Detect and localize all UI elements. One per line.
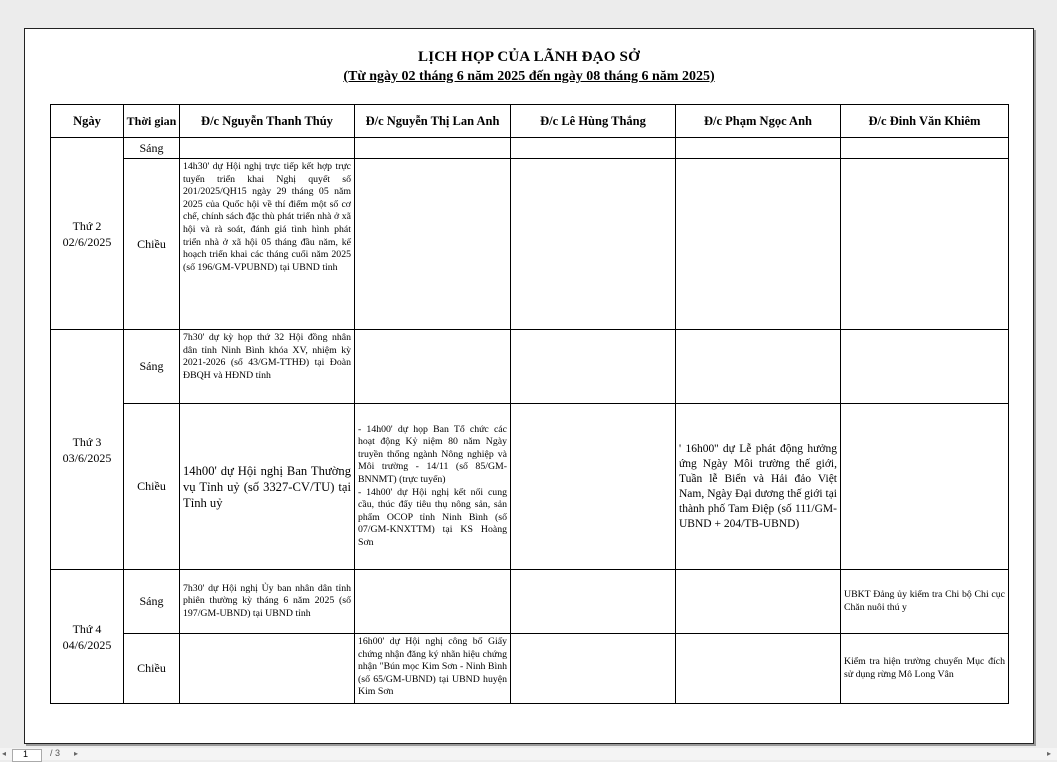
event-text: 16h00' dự Hội nghị công bố Giấy chứng nhận đăng ký nhãn hiệu chứng nhận "Bún mọc Kim Sơn - Ninh Bình (số 65/GM-UBND) tại UBND huyện Kim Sơn xyxy=(358,636,507,698)
page-total-label: / 3 xyxy=(50,748,61,758)
day-cell xyxy=(51,570,124,704)
meeting-schedule-table xyxy=(50,104,1009,704)
schedule-cell xyxy=(841,330,1009,404)
schedule-cell xyxy=(355,570,511,634)
page-number-input[interactable]: 1 xyxy=(12,749,42,762)
schedule-cell xyxy=(355,159,511,330)
header-time: Thời gian xyxy=(124,105,180,138)
day-cell xyxy=(51,330,124,570)
table-row xyxy=(51,159,1009,330)
schedule-cell xyxy=(841,404,1009,570)
schedule-cell xyxy=(180,570,355,634)
schedule-cell xyxy=(676,330,841,404)
document-title: LỊCH HỌP CỦA LÃNH ĐẠO SỞ xyxy=(418,49,640,65)
table-row xyxy=(51,570,1009,634)
schedule-cell xyxy=(676,404,841,570)
schedule-cell xyxy=(180,138,355,159)
schedule-cell xyxy=(676,159,841,330)
date-label: 03/6/2025 xyxy=(62,450,112,465)
header-person-5: Đ/c Đinh Văn Khiêm xyxy=(841,105,1009,138)
session-morning: Sáng xyxy=(124,330,180,404)
schedule-cell xyxy=(511,159,676,330)
viewer-status-bar xyxy=(0,748,1057,760)
schedule-cell xyxy=(355,138,511,159)
schedule-cell xyxy=(676,570,841,634)
schedule-cell xyxy=(180,404,355,570)
scroll-right-icon[interactable]: ▸ xyxy=(1047,749,1052,758)
schedule-cell xyxy=(676,634,841,704)
weekday-label: Thứ 3 xyxy=(72,434,102,449)
scroll-left-icon[interactable]: ◂ xyxy=(2,749,7,758)
schedule-cell xyxy=(180,159,355,330)
document-page xyxy=(24,28,1034,744)
session-morning: Sáng xyxy=(124,570,180,634)
event-text: - 14h00' dự Hội nghị kết nối cung cầu, thúc đẩy tiêu thụ nông sản, sản phẩm OCOP tỉnh Ninh Bình (số 07/GM-KNXTTM) tại KS Hoàng Sơn xyxy=(358,486,507,548)
session-afternoon: Chiều xyxy=(124,404,180,570)
event-text: - 14h00' dự họp Ban Tổ chức các hoạt động Kỷ niệm 80 năm Ngày truyền thống ngành Nông nghiệp và Môi trường - 14/11 (số 85/GM-BNNMT) (trực tuyến) xyxy=(358,423,507,485)
session-afternoon: Chiều xyxy=(124,634,180,704)
table-header-row xyxy=(51,105,1009,138)
header-person-4: Đ/c Phạm Ngọc Anh xyxy=(676,105,841,138)
header-person-3: Đ/c Lê Hùng Thắng xyxy=(511,105,676,138)
document-subtitle: (Từ ngày 02 tháng 6 năm 2025 đến ngày 08 tháng 6 năm 2025) xyxy=(343,69,715,84)
date-label: 04/6/2025 xyxy=(62,637,112,652)
weekday-label: Thứ 4 xyxy=(72,621,102,636)
next-page-icon[interactable]: ▸ xyxy=(74,749,79,758)
schedule-cell xyxy=(511,404,676,570)
schedule-cell xyxy=(511,330,676,404)
event-text: 14h30' dự Hội nghị trực tiếp kết hợp trực tuyến triển khai Nghị quyết số 201/2025/QH15 ngày 29 tháng 05 năm 2025 của Quốc hội về thí điểm một số cơ chế, chính sách đặc thù phát triển nhà ở xã hội và rà soát, đánh giá tình hình phát triển nhà ở xã hội 05 tháng đầu năm, kế hoạch triển khai các tháng cuối năm 2025 (số 196/GM-VPUBND) tại UBND tỉnh xyxy=(183,161,351,273)
table-row xyxy=(51,634,1009,704)
schedule-cell xyxy=(841,634,1009,704)
weekday-label: Thứ 2 xyxy=(72,218,102,233)
session-afternoon: Chiều xyxy=(124,159,180,330)
schedule-cell xyxy=(355,404,511,570)
date-label: 02/6/2025 xyxy=(62,234,112,249)
schedule-cell xyxy=(511,570,676,634)
event-text: Kiểm tra hiện trường chuyển Mục đích sử dụng rừng Mô Long Vân xyxy=(844,655,1005,680)
schedule-cell xyxy=(676,138,841,159)
header-person-1: Đ/c Nguyễn Thanh Thúy xyxy=(180,105,355,138)
table-row xyxy=(51,330,1009,404)
event-text: UBKT Đảng ủy kiểm tra Chi bộ Chi cục Chăn nuôi thú y xyxy=(844,588,1005,613)
event-text: 7h30' dự Hội nghị Ủy ban nhân dân tỉnh phiên thường kỳ tháng 6 năm 2025 (số 197/GM-UBND) tại UBND tỉnh xyxy=(183,582,351,619)
schedule-cell xyxy=(355,330,511,404)
day-cell xyxy=(51,138,124,330)
event-text: ' 16h00'' dự Lễ phát động hưởng ứng Ngày Môi trường thế giới, Tuần lễ Biển và Hải đảo Việt Nam, Ngày Đại dương thế giới tại thành phố Tam Điệp (số 111/GM-UBND + 204/TB-UBND) xyxy=(679,442,837,530)
event-text: 14h00' dự Hội nghị Ban Thường vụ Tỉnh uỷ (số 3327-CV/TU) tại Tỉnh uỷ xyxy=(183,463,351,510)
session-morning: Sáng xyxy=(124,138,180,159)
table-row xyxy=(51,138,1009,159)
schedule-cell xyxy=(355,634,511,704)
schedule-cell xyxy=(180,330,355,404)
schedule-cell xyxy=(841,138,1009,159)
schedule-cell xyxy=(841,159,1009,330)
header-person-2: Đ/c Nguyễn Thị Lan Anh xyxy=(355,105,511,138)
schedule-cell xyxy=(180,634,355,704)
header-day: Ngày xyxy=(51,105,124,138)
schedule-cell xyxy=(841,570,1009,634)
schedule-cell xyxy=(511,138,676,159)
schedule-cell xyxy=(511,634,676,704)
event-text: 7h30' dự kỳ họp thứ 32 Hội đồng nhân dân tỉnh Ninh Bình khóa XV, nhiệm kỳ 2021-2026 (số 43/GM-TTHĐ) tại Đoàn ĐBQH và HĐND tỉnh xyxy=(183,332,351,381)
table-row xyxy=(51,404,1009,570)
